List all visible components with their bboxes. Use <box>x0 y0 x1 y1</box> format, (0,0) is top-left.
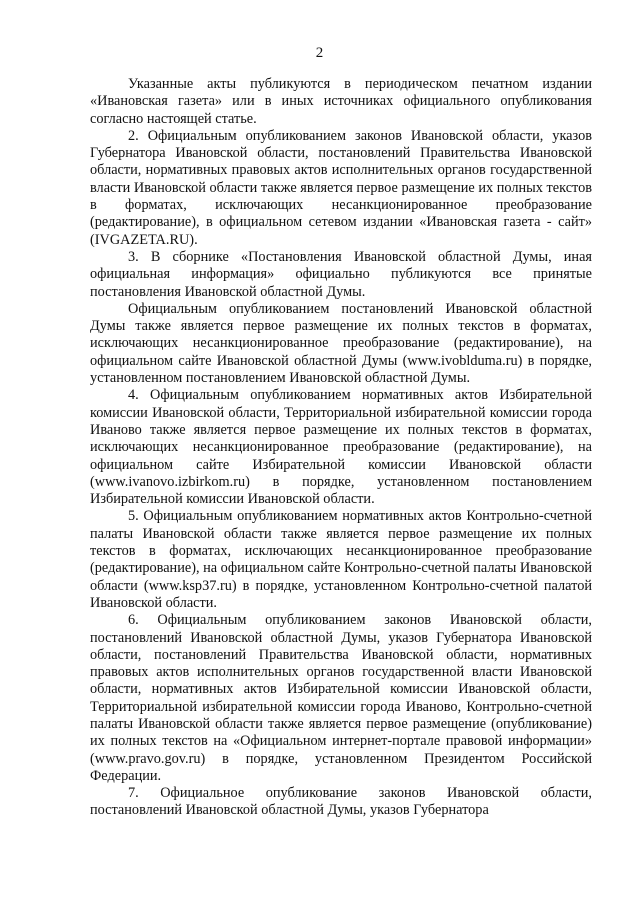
paragraph: 5. Официальным опубликованием нормативных актов Контрольно-счетной палаты Ивановской области также является первое размещение их полных текстов в форматах, исключающих несанкционированное преобразование (редактирование), на официальном сайте Контрольно-счетной палаты Ивановской области (www.ksp37.ru) в порядке, установленном Контрольно-счетной палатой Ивановской области. <box>90 508 592 611</box>
paragraph: 3. В сборнике «Постановления Ивановской областной Думы, иная официальная информация» официально публикуются все принятые постановления Ивановской областной Думы. <box>90 248 592 300</box>
paragraph: 2. Официальным опубликованием законов Ивановской области, указов Губернатора Ивановской области, постановлений Правительства Ивановской области, нормативных правовых актов исполнительных органов государственной власти Ивановской области также является первое размещение их полных текстов в форматах, исключающих несанкционированное преобразование (редактирование), в официальном сетевом издании «Ивановская газета - сайт» (IVGAZETA.RU). <box>90 127 592 248</box>
paragraph: 7. Официальное опубликование законов Ивановской области, постановлений Ивановской областной Думы, указов Губернатора <box>90 785 592 819</box>
document-body <box>90 76 592 820</box>
paragraph: 4. Официальным опубликованием нормативных актов Избирательной комиссии Ивановской области, Территориальной избирательной комиссии города Иваново также является первое размещение их полных текстов в форматах, исключающих несанкционированное преобразование (редактирование), на официальном сайте Избирательной комиссии Ивановской области (www.ivanovo.izbirkom.ru) в порядке, установленном постановлением Избирательной комиссии Ивановской области. <box>90 387 592 508</box>
paragraph: Официальным опубликованием постановлений Ивановской областной Думы также является первое размещение их полных текстов в форматах, исключающих несанкционированное преобразование (редактирование), на официальном сайте Ивановской областной Думы (www.ivoblduma.ru) в порядке, установленном постановлением Ивановской областной Думы. <box>90 300 592 387</box>
paragraph: Указанные акты публикуются в периодическом печатном издании «Ивановская газета» или в иных источниках официального опубликования согласно настоящей статье. <box>90 76 592 127</box>
paragraph: 6. Официальным опубликованием законов Ивановской области, постановлений Ивановской областной Думы, указов Губернатора Ивановской области, постановлений Правительства Ивановской области, нормативных правовых актов исполнительных органов государственной власти Ивановской области, нормативных актов Избирательной комиссии Ивановской области, Территориальной избирательной комиссии города Иваново, Контрольно-счетной палаты Ивановской области также является первое размещение (опубликование) их полных текстов на «Официальном интернет-портале правовой информации» (www.pravo.gov.ru) в порядке, установленном Президентом Российской Федерации. <box>90 612 592 784</box>
page-number: 2 <box>315 45 324 61</box>
